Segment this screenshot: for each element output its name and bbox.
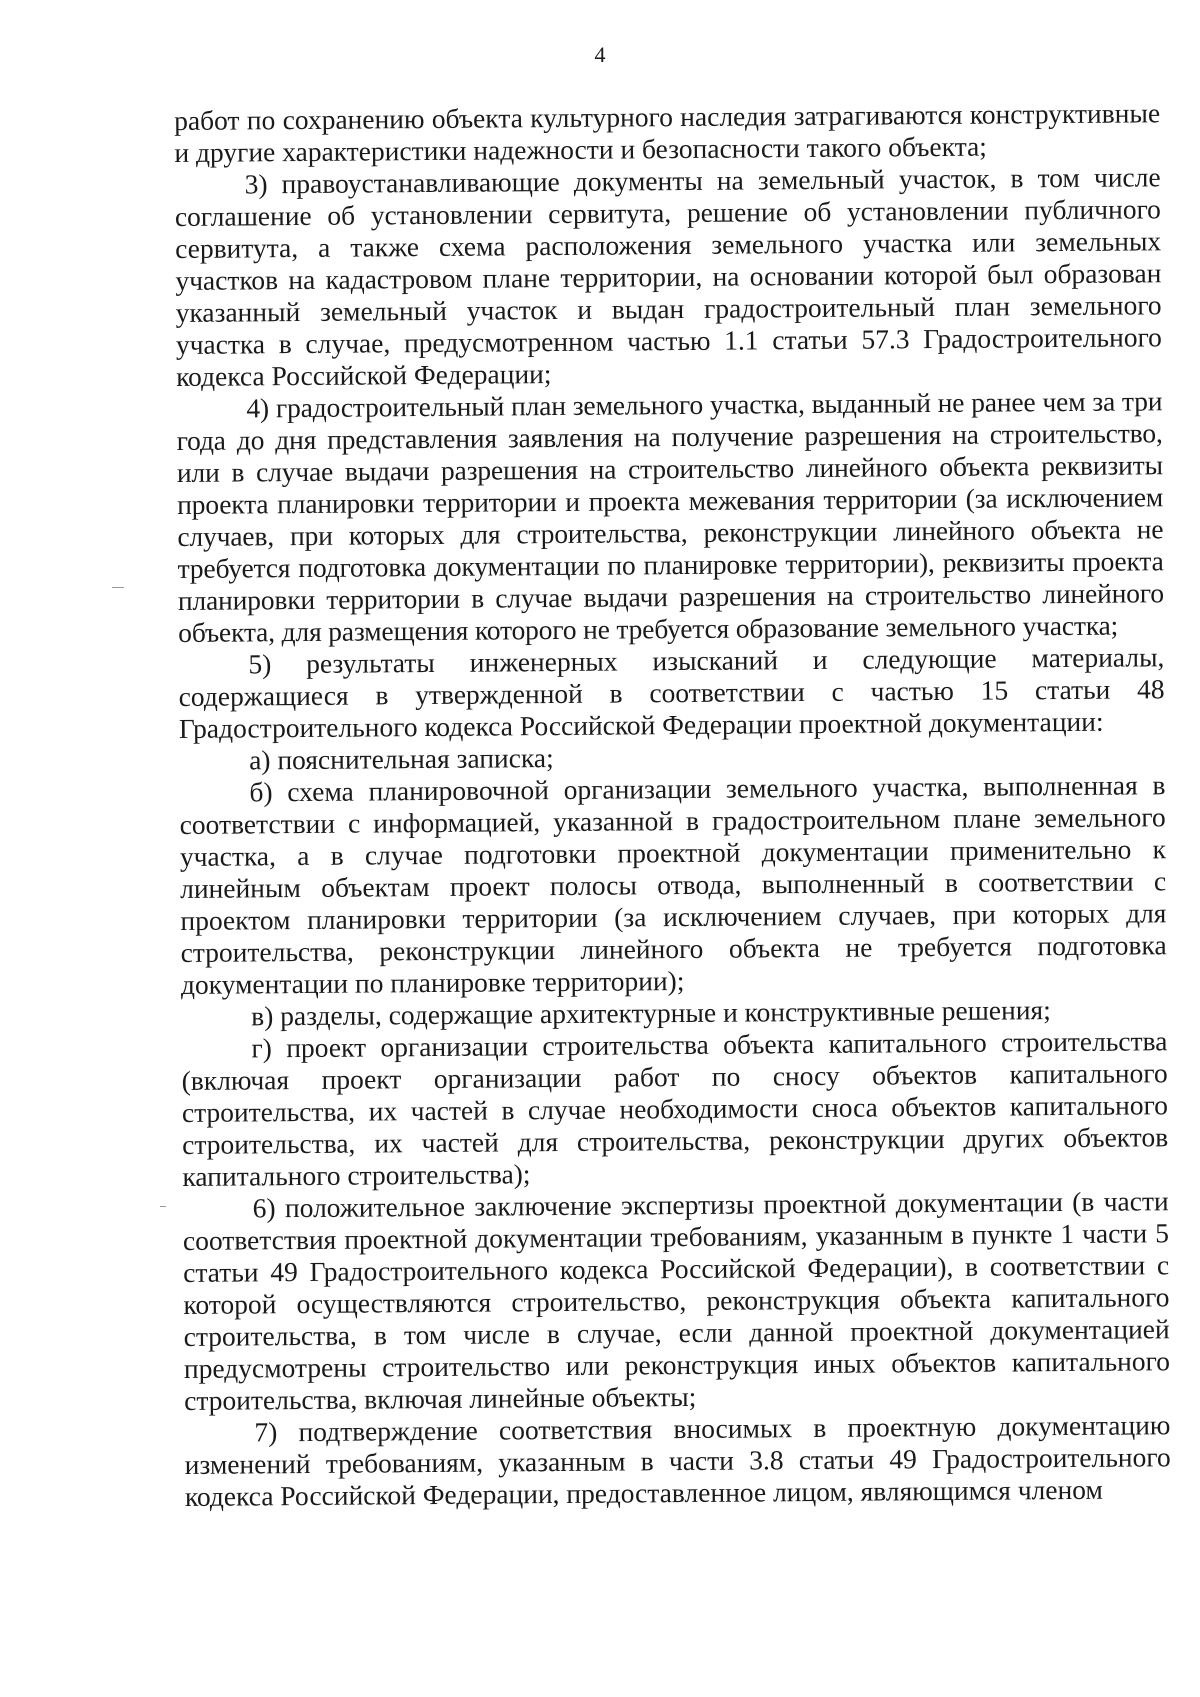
paragraph-item-5: 5) результаты инженерных изысканий и следующие материалы, содержащиеся в утвержденной в соответствии с частью 15 статьи 48 Градостроительного кодекса Российской Федерации проектной документации:: [178, 641, 1165, 744]
page-number: 4: [594, 42, 606, 67]
paragraph-item-7: 7) подтверждение соответствия вносимых в проектную документацию изменений требованиям, указанным в части 3.8 статьи 49 Градостроительного кодекса Российской Федерации, предоставленное лицом, являющимся членом: [184, 1409, 1171, 1512]
paragraph-item-5b: б) схема планировочной организации земельного участка, выполненная в соответствии с информацией, указанной в градостроительном плане земельного участка, а в случае подготовки проектной документации применительно к линейным объектам проект полосы отвода, выполненный в соответствии с проектом планировки территории (за исключением случаев, при которых для строительства, реконструкции линейного объекта не требуется подготовка документации по планировке территории);: [179, 769, 1167, 1000]
paragraph-item-3: 3) правоустанавливающие документы на земельный участок, в том числе соглашение об установлении сервитута, решение об установлении публичного сервитута, а также схема расположения земельного участка или земельных участков на кадастровом плане территории, на основании которой был образован указанный земельный участок и выдан градостроительный план земельного участка в случае, предусмотренном частью 1.1 статьи 57.3 Градостроительного кодекса Российской Федерации;: [174, 161, 1162, 392]
paragraph-item-6: 6) положительное заключение экспертизы проектной документации (в части соответствия проектной документации требованиям, указанным в пункте 1 части 5 статьи 49 Градостроительного кодекса Российской Федерации), в соответствии с которой осуществляются строительство, реконструкция объекта капитального строительства, в том числе в случае, если данной проектной документацией предусмотрены строительство или реконструкция иных объектов капитального строительства, включая линейные объекты;: [182, 1185, 1171, 1416]
paragraph-continuation: работ по сохранению объекта культурного наследия затрагиваются конструктивные и другие характеристики надежности и безопасности такого объекта;: [174, 97, 1161, 168]
paragraph-item-5g: г) проект организации строительства объекта капитального строительства (включая проект организации работ по сносу объектов капитального строительства, их частей в случае необходимости сноса объектов капитального строительства, их частей для строительства, реконструкции других объектов капитального строительства);: [181, 1025, 1169, 1192]
paragraph-item-5v: в) разделы, содержащие архитектурные и конструктивные решения;: [251, 994, 1051, 1032]
paragraph-item-4: 4) градостроительный план земельного участка, выданный не ранее чем за три года до дня представления заявления на получение разрешения на строительство, или в случае выдачи разрешения на строительство линейного объекта реквизиты проекта планировки территории и проекта межевания территории (за исключением случаев, при которых для строительства, реконструкции линейного объекта не требуется подготовка документации по планировке территории), реквизиты проекта планировки территории в случае выдачи разрешения на строительство линейного объекта, для размещения которого не требуется образование земельного участка;: [176, 385, 1164, 648]
scan-mark: [112, 587, 124, 588]
scan-mark: [160, 1206, 166, 1207]
paragraph-item-5a: а) пояснительная записка;: [249, 742, 554, 776]
document-body: [174, 97, 1171, 1513]
